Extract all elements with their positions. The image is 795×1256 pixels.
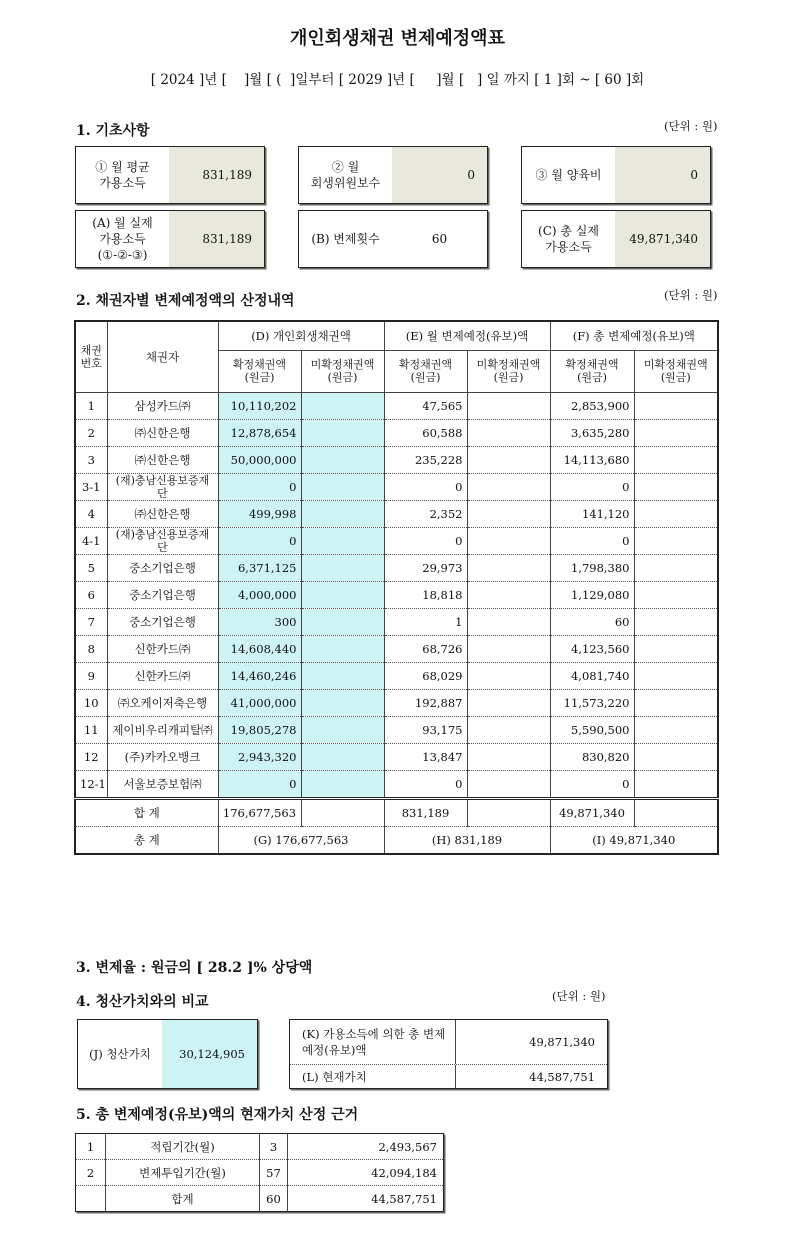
row-e-unconfirmed <box>467 474 550 501</box>
table-row <box>76 1186 444 1212</box>
row-f-confirmed: 0 <box>550 474 634 501</box>
row-no: 4 <box>75 501 107 528</box>
row-creditor: 중소기업은행 <box>107 582 218 609</box>
box-monthly-avg-income <box>75 146 265 204</box>
l-value: 44,587,751 <box>529 1069 595 1084</box>
row-d-confirmed: 14,460,246 <box>218 663 301 690</box>
row-d-unconfirmed <box>301 771 384 799</box>
row-d-unconfirmed <box>301 501 384 528</box>
row-d-confirmed: 14,608,440 <box>218 636 301 663</box>
box-value: 0 <box>392 147 487 203</box>
present-value-table <box>75 1133 444 1212</box>
row-f-confirmed: 60 <box>550 609 634 636</box>
header-e-confirmed: 확정채권액 (원금) <box>384 350 467 393</box>
row-f-confirmed: 11,573,220 <box>550 690 634 717</box>
row-no: 2 <box>75 420 107 447</box>
row-e-unconfirmed <box>467 555 550 582</box>
pv-row-value: 42,094,184 <box>288 1160 444 1186</box>
row-f-unconfirmed <box>634 690 718 717</box>
row-creditor: 중소기업은행 <box>107 555 218 582</box>
header-no: 채권 번호 <box>75 321 107 393</box>
row-no: 11 <box>75 717 107 744</box>
row-e-unconfirmed <box>467 636 550 663</box>
row-e-confirmed: 29,973 <box>384 555 467 582</box>
total-g: (G) 176,677,563 <box>218 827 384 855</box>
box-value: 60 <box>392 211 487 267</box>
sum-d-unconfirmed <box>301 799 384 827</box>
row-d-confirmed: 499,998 <box>218 501 301 528</box>
row-no: 3 <box>75 447 107 474</box>
row-e-unconfirmed <box>467 609 550 636</box>
section4-heading: 4. 청산가치와의 비교 <box>76 994 209 1010</box>
liquidation-value: 30,124,905 <box>162 1020 257 1088</box>
row-e-confirmed: 1 <box>384 609 467 636</box>
row-f-confirmed: 0 <box>550 528 634 555</box>
row-d-unconfirmed <box>301 609 384 636</box>
section1-heading: 1. 기초사항 <box>76 123 150 139</box>
total-label: 총 계 <box>75 827 218 855</box>
row-e-confirmed: 235,228 <box>384 447 467 474</box>
pv-row-label: 적립기간(월) <box>106 1134 260 1160</box>
row-e-unconfirmed <box>467 771 550 799</box>
row-f-confirmed: 5,590,500 <box>550 717 634 744</box>
row-d-confirmed: 0 <box>218 771 301 799</box>
row-d-unconfirmed <box>301 447 384 474</box>
creditor-table <box>74 320 719 855</box>
row-d-confirmed: 19,805,278 <box>218 717 301 744</box>
row-e-confirmed: 0 <box>384 528 467 555</box>
sum-label: 합 계 <box>75 799 218 827</box>
row-f-unconfirmed <box>634 636 718 663</box>
pv-row-no <box>76 1186 106 1212</box>
table-row <box>75 582 718 609</box>
header-d-unconfirmed: 미확정채권액 (원금) <box>301 350 384 393</box>
row-d-unconfirmed <box>301 555 384 582</box>
header-f-unconfirmed: 미확정채권액 (원금) <box>634 350 718 393</box>
row-f-confirmed: 1,798,380 <box>550 555 634 582</box>
row-no: 12 <box>75 744 107 771</box>
row-creditor: 제이비우리캐피탈㈜ <box>107 717 218 744</box>
sum-f: 49,871,340 <box>550 799 634 827</box>
table-row <box>75 744 718 771</box>
header-e: (E) 월 변제예정(유보)액 <box>384 321 550 350</box>
row-d-unconfirmed <box>301 717 384 744</box>
row-f-confirmed: 0 <box>550 771 634 799</box>
row-f-confirmed: 2,853,900 <box>550 393 634 420</box>
box-value: 49,871,340 <box>615 211 710 267</box>
header-d: (D) 개인회생채권액 <box>218 321 384 350</box>
box-value: 831,189 <box>169 147 264 203</box>
box-label: ③ 월 양육비 <box>535 168 602 182</box>
row-creditor: (주)카카오뱅크 <box>107 744 218 771</box>
row-f-unconfirmed <box>634 420 718 447</box>
row-d-confirmed: 4,000,000 <box>218 582 301 609</box>
table-row <box>75 690 718 717</box>
row-d-confirmed: 0 <box>218 528 301 555</box>
header-f: (F) 총 변제예정(유보)액 <box>550 321 718 350</box>
table-row <box>75 393 718 420</box>
row-f-unconfirmed <box>634 663 718 690</box>
row-e-confirmed: 93,175 <box>384 717 467 744</box>
unit-label: (단위 : 원) <box>664 288 718 302</box>
row-creditor: (재)충남신용보증재단 <box>107 528 218 555</box>
table-row <box>75 663 718 690</box>
liquidation-label: (J) 청산가치 <box>89 1047 151 1061</box>
row-d-unconfirmed <box>301 582 384 609</box>
pv-row-value: 2,493,567 <box>288 1134 444 1160</box>
row-d-unconfirmed <box>301 528 384 555</box>
row-f-confirmed: 1,129,080 <box>550 582 634 609</box>
row-e-confirmed: 0 <box>384 771 467 799</box>
row-d-confirmed: 6,371,125 <box>218 555 301 582</box>
row-e-unconfirmed <box>467 447 550 474</box>
row-d-unconfirmed <box>301 393 384 420</box>
row-e-unconfirmed <box>467 744 550 771</box>
unit-label: (단위 : 원) <box>664 119 718 133</box>
row-f-unconfirmed <box>634 609 718 636</box>
k-value: 49,871,340 <box>529 1035 595 1049</box>
sum-f-unconfirmed <box>634 799 718 827</box>
table-row <box>75 420 718 447</box>
unit-label: (단위 : 원) <box>552 989 606 1003</box>
section2-heading: 2. 채권자별 변제예정액의 산정내역 <box>76 293 295 309</box>
box-repayment-count <box>298 210 488 268</box>
row-e-unconfirmed <box>467 690 550 717</box>
k-label: (K) 가용소득에 의한 총 변제 예정(유보)액 <box>290 1020 456 1064</box>
pv-row-months: 57 <box>260 1160 288 1186</box>
sum-row <box>75 799 718 827</box>
pv-row-value: 44,587,751 <box>371 1191 437 1206</box>
row-e-unconfirmed <box>467 393 550 420</box>
row-e-confirmed: 13,847 <box>384 744 467 771</box>
pv-row-no: 2 <box>76 1160 106 1186</box>
box-label: ① 월 평균 가용소득 <box>95 160 150 190</box>
row-e-unconfirmed <box>467 582 550 609</box>
box-actual-income <box>75 210 265 268</box>
row-f-unconfirmed <box>634 771 718 799</box>
row-creditor: ㈜신한은행 <box>107 501 218 528</box>
table-row <box>76 1134 444 1160</box>
row-d-confirmed: 10,110,202 <box>218 393 301 420</box>
row-e-confirmed: 2,352 <box>384 501 467 528</box>
row-e-confirmed: 68,726 <box>384 636 467 663</box>
row-e-confirmed: 47,565 <box>384 393 467 420</box>
row-no: 6 <box>75 582 107 609</box>
section5-heading: 5. 총 변제예정(유보)액의 현재가치 산정 근거 <box>76 1107 359 1123</box>
row-f-unconfirmed <box>634 555 718 582</box>
header-d-confirmed: 확정채권액 (원금) <box>218 350 301 393</box>
row-f-unconfirmed <box>634 744 718 771</box>
row-f-confirmed: 4,081,740 <box>550 663 634 690</box>
pv-row-months: 60 <box>260 1186 288 1212</box>
row-e-unconfirmed <box>467 528 550 555</box>
table-row <box>76 1160 444 1186</box>
row-f-unconfirmed <box>634 447 718 474</box>
row-e-confirmed: 60,588 <box>384 420 467 447</box>
row-d-unconfirmed <box>301 744 384 771</box>
row-creditor: (재)충남신용보증재단 <box>107 474 218 501</box>
row-f-unconfirmed <box>634 582 718 609</box>
row-creditor: ㈜신한은행 <box>107 420 218 447</box>
row-e-unconfirmed <box>467 717 550 744</box>
row-no: 10 <box>75 690 107 717</box>
section3-heading: 3. 변제율 : 원금의 [ 28.2 ]% 상당액 <box>76 960 313 976</box>
comparison-box <box>289 1019 608 1089</box>
row-f-confirmed: 4,123,560 <box>550 636 634 663</box>
header-e-unconfirmed: 미확정채권액 (원금) <box>467 350 550 393</box>
table-row <box>75 447 718 474</box>
box-value: 831,189 <box>169 211 264 267</box>
row-no: 1 <box>75 393 107 420</box>
row-f-unconfirmed <box>634 474 718 501</box>
row-e-unconfirmed <box>467 501 550 528</box>
row-f-confirmed: 141,120 <box>550 501 634 528</box>
table-row <box>75 636 718 663</box>
row-e-confirmed: 192,887 <box>384 690 467 717</box>
row-d-unconfirmed <box>301 420 384 447</box>
row-e-confirmed: 68,029 <box>384 663 467 690</box>
row-creditor: ㈜오케이저축은행 <box>107 690 218 717</box>
table-row <box>75 501 718 528</box>
header-f-confirmed: 확정채권액 (원금) <box>550 350 634 393</box>
row-creditor: ㈜신한은행 <box>107 447 218 474</box>
table-row <box>75 555 718 582</box>
row-f-confirmed: 14,113,680 <box>550 447 634 474</box>
repayment-period: [ 2024 ]년 [ ]월 [ ( ]일부터 [ 2029 ]년 [ ]월 [ ] 일 까지 [ 1 ]회 ~ [ 60 ]회 <box>150 72 645 88</box>
box-trustee-fee <box>298 146 488 204</box>
row-no: 9 <box>75 663 107 690</box>
row-f-unconfirmed <box>634 393 718 420</box>
row-creditor: 삼성카드㈜ <box>107 393 218 420</box>
row-d-confirmed: 0 <box>218 474 301 501</box>
row-d-confirmed: 300 <box>218 609 301 636</box>
total-h: (H) 831,189 <box>384 827 550 855</box>
total-i: (I) 49,871,340 <box>592 833 676 847</box>
row-no: 4-1 <box>75 528 107 555</box>
row-creditor: 신한카드㈜ <box>107 636 218 663</box>
pv-row-label: 변제투입기간(월) <box>106 1160 260 1186</box>
box-total-actual-income <box>521 210 711 268</box>
row-d-confirmed: 2,943,320 <box>218 744 301 771</box>
table-row <box>75 717 718 744</box>
row-d-confirmed: 12,878,654 <box>218 420 301 447</box>
row-creditor: 신한카드㈜ <box>107 663 218 690</box>
box-label: (B) 변제횟수 <box>311 232 380 246</box>
row-e-unconfirmed <box>467 663 550 690</box>
pv-row-no: 1 <box>76 1134 106 1160</box>
box-value: 0 <box>615 147 710 203</box>
page-title: 개인회생채권 변제예정액표 <box>290 28 505 49</box>
sum-e: 831,189 <box>384 799 467 827</box>
l-label: (L) 현재가치 <box>290 1065 456 1088</box>
row-f-unconfirmed <box>634 501 718 528</box>
box-label: (C) 총 실제 가용소득 <box>538 224 599 254</box>
row-no: 12-1 <box>75 771 107 799</box>
row-d-unconfirmed <box>301 474 384 501</box>
row-f-unconfirmed <box>634 717 718 744</box>
sum-d: 176,677,563 <box>218 799 301 827</box>
box-child-support <box>521 146 711 204</box>
row-no: 5 <box>75 555 107 582</box>
row-no: 7 <box>75 609 107 636</box>
pv-row-label: 합계 <box>106 1186 260 1212</box>
row-creditor: 중소기업은행 <box>107 609 218 636</box>
total-row <box>75 827 718 855</box>
row-creditor: 서울보증보험㈜ <box>107 771 218 799</box>
row-d-unconfirmed <box>301 636 384 663</box>
sum-e-unconfirmed <box>467 799 550 827</box>
row-d-unconfirmed <box>301 690 384 717</box>
row-e-confirmed: 18,818 <box>384 582 467 609</box>
header-creditor: 채권자 <box>107 321 218 393</box>
box-label: (A) 월 실제 가용소득 (①-②-③) <box>92 216 153 262</box>
table-row <box>75 528 718 555</box>
box-label: ② 월 회생위원보수 <box>310 160 381 190</box>
row-d-unconfirmed <box>301 663 384 690</box>
row-f-confirmed: 3,635,280 <box>550 420 634 447</box>
row-f-confirmed: 830,820 <box>550 744 634 771</box>
table-row <box>75 609 718 636</box>
row-e-confirmed: 0 <box>384 474 467 501</box>
row-no: 3-1 <box>75 474 107 501</box>
table-row <box>75 474 718 501</box>
liquidation-value-box <box>77 1019 258 1089</box>
row-d-confirmed: 50,000,000 <box>218 447 301 474</box>
table-row <box>75 771 718 799</box>
row-f-unconfirmed <box>634 528 718 555</box>
pv-row-months: 3 <box>260 1134 288 1160</box>
row-d-confirmed: 41,000,000 <box>218 690 301 717</box>
row-no: 8 <box>75 636 107 663</box>
row-e-unconfirmed <box>467 420 550 447</box>
